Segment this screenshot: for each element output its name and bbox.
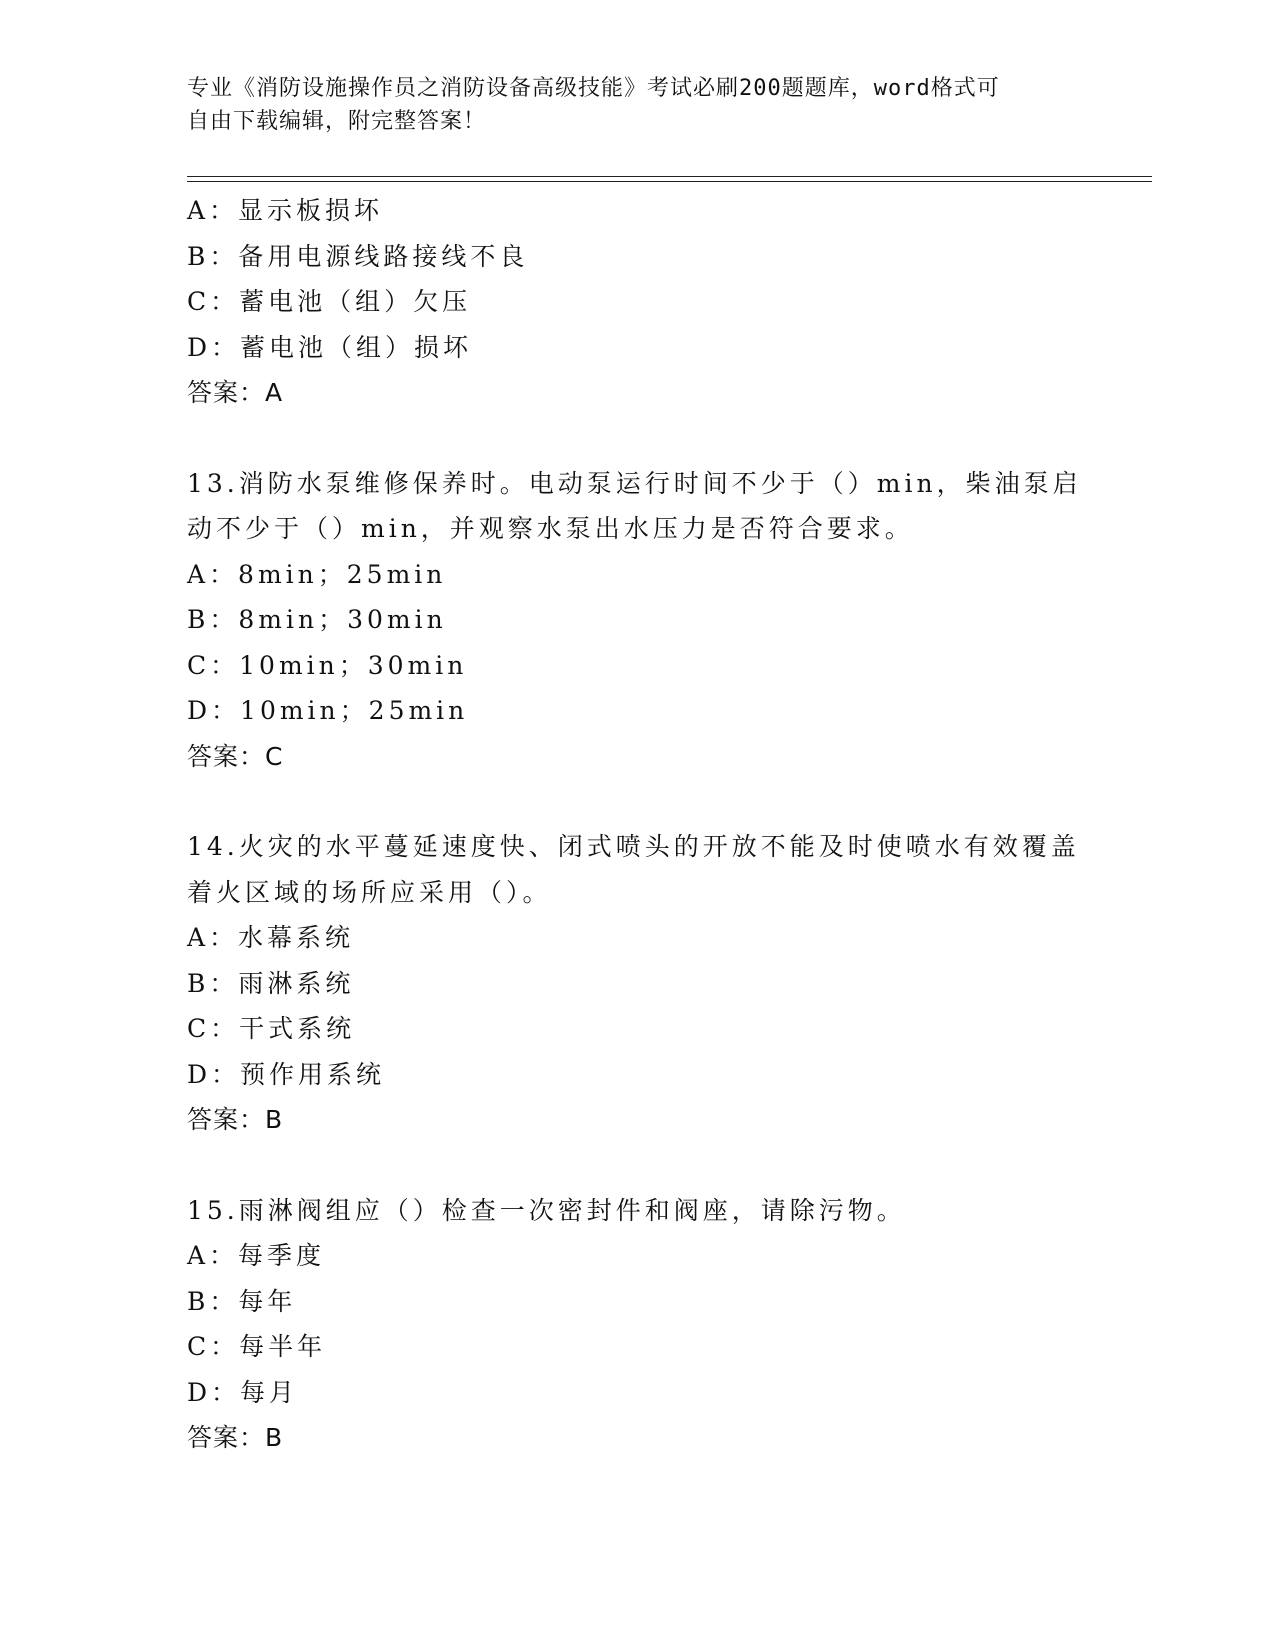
answer-label: 答案：C <box>187 741 284 771</box>
question-14 <box>187 824 1147 1143</box>
question-15 <box>187 1188 1147 1461</box>
header-title-line-2: 自由下载编辑，附完整答案！ <box>187 109 487 134</box>
question-stem-continued: 着火区域的场所应采用（）。 <box>187 877 552 907</box>
option-b: B：雨淋系统 <box>187 968 355 998</box>
question-list <box>187 188 1147 1461</box>
question-13 <box>187 461 1147 780</box>
option-c: C：蓄电池（组）欠压 <box>187 287 472 316</box>
option-d: D：预作用系统 <box>187 1059 386 1089</box>
question-stem-continued: 动不少于（）min，并观察水泵出水压力是否符合要求。 <box>187 514 914 543</box>
option-d: D：每月 <box>187 1377 299 1407</box>
option-a: A：8min；25min <box>187 559 447 589</box>
question-stem: 14.火灾的水平蔓延速度快、闭式喷头的开放不能及时使喷水有效覆盖 <box>187 832 1080 861</box>
option-b: B：8min；30min <box>187 605 447 634</box>
header-rule-bottom <box>187 181 1152 182</box>
answer-label: 答案：B <box>187 1423 284 1452</box>
option-d: D：蓄电池（组）损坏 <box>187 332 473 362</box>
question-stem: 15.雨淋阀组应（）检查一次密封件和阀座，请除污物。 <box>187 1195 906 1225</box>
question-stem: 13.消防水泵维修保养时。电动泵运行时间不少于（）min，柴油泵启 <box>187 468 1082 498</box>
option-b: B：备用电源线路接线不良 <box>187 241 529 271</box>
question-12-continued <box>187 188 1147 416</box>
answer-label: 答案：A <box>187 378 284 407</box>
option-a: A：水幕系统 <box>187 923 355 952</box>
option-a: A：显示板损坏 <box>187 196 384 225</box>
option-a: A：每季度 <box>187 1241 326 1270</box>
option-c: C：每半年 <box>187 1332 327 1361</box>
option-d: D：10min；25min <box>187 696 469 725</box>
header-title-line-1: 专业《消防设施操作员之消防设备高级技能》考试必刷200题题库，word格式可 <box>187 76 1000 101</box>
answer-label: 答案：B <box>187 1105 284 1134</box>
header-rule-top <box>187 176 1152 177</box>
option-b: B：每年 <box>187 1286 297 1316</box>
option-c: C：干式系统 <box>187 1014 356 1043</box>
option-c: C：10min；30min <box>187 650 468 680</box>
document-header <box>187 72 1087 138</box>
